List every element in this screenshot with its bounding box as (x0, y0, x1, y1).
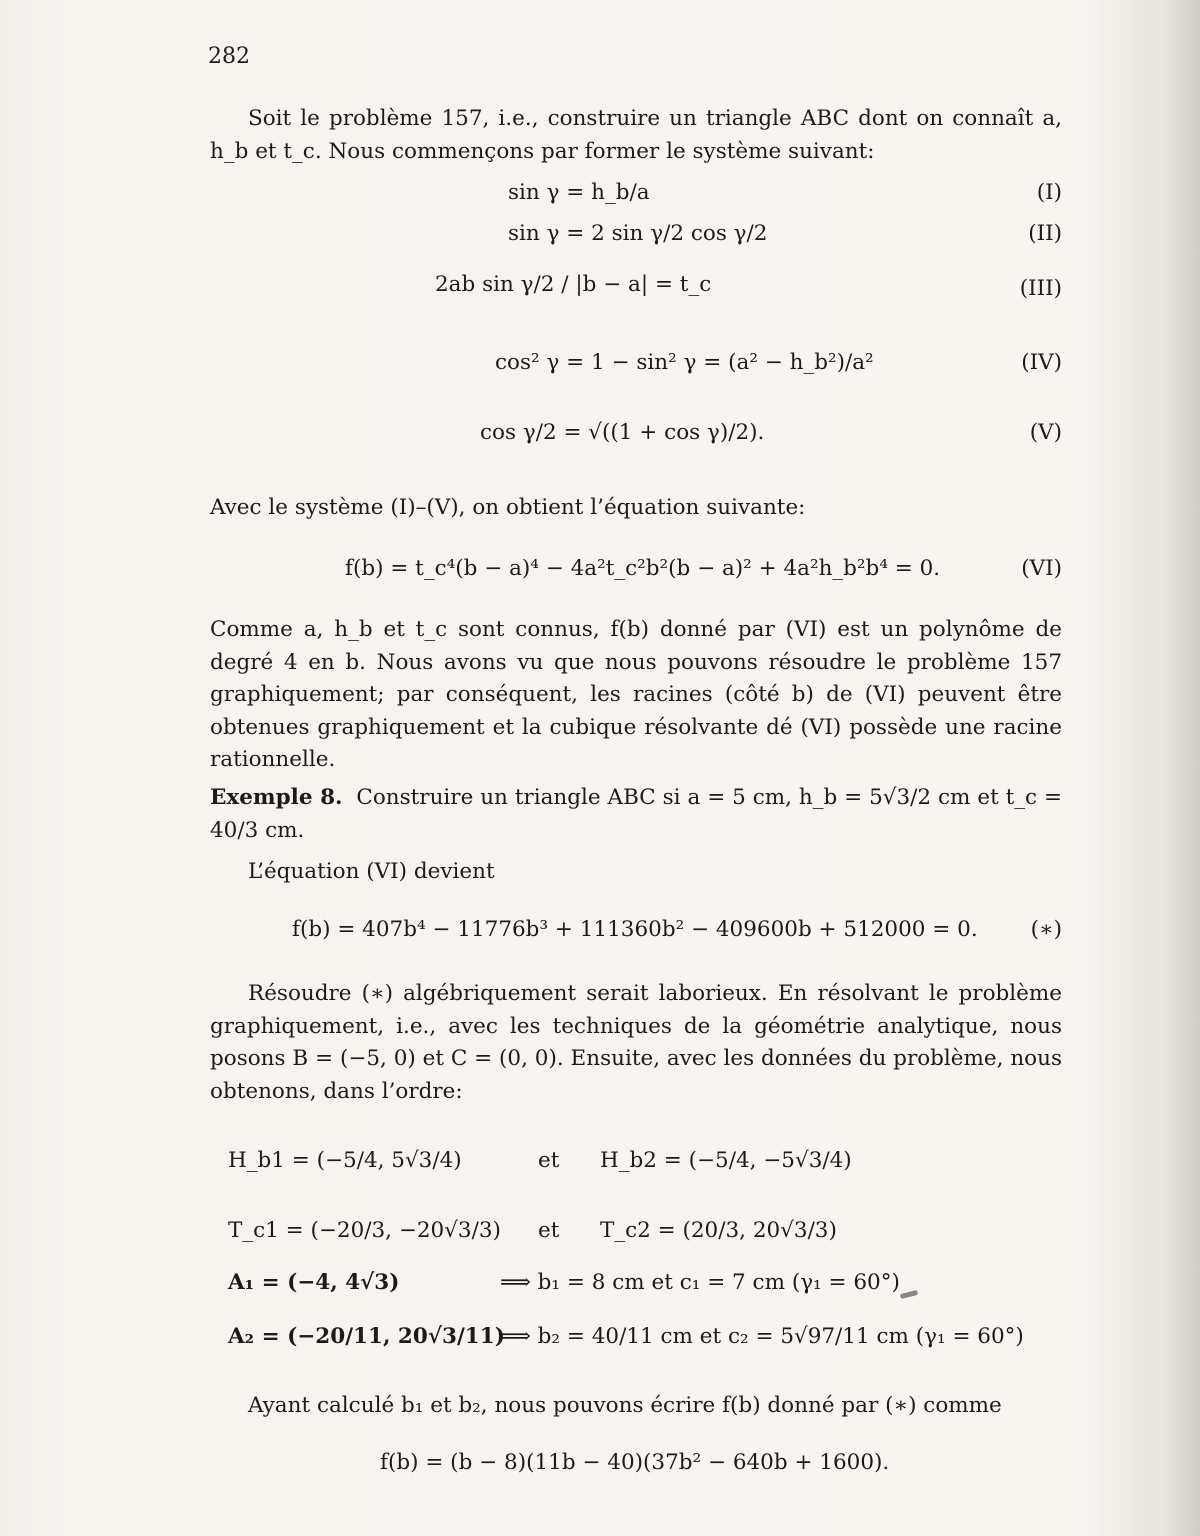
example-paragraph (210, 782, 1062, 847)
equation-III: 2ab sin γ/2 / |b − a| = t_c (435, 272, 712, 297)
method-paragraph: Résoudre (∗) algébriquement serait laborieux. En résolvant le problème graphiquement, i.e., avec les techniques de la géométrie analytique, nous posons B = (−5, 0) et C = (0, 0). Ensuite, avec les données du problème, nous obtenons, dans l’ordre: (210, 981, 1062, 1104)
result-hb2: H_b2 = (−5/4, −5√3/4) (600, 1148, 852, 1173)
result-a1: A₁ = (−4, 4√3) (228, 1270, 400, 1295)
result-et-1: et (538, 1148, 560, 1173)
equation-IV: cos² γ = 1 − sin² γ = (a² − h_b²)/a² (495, 350, 874, 375)
scan-mark (900, 1290, 919, 1299)
equation-tag-VI: (VI) (1021, 556, 1062, 581)
result-a2-consequence: ⟹ b₂ = 40/11 cm et c₂ = 5√97/11 cm (γ₁ = 60°) (500, 1324, 1024, 1349)
equation-II: sin γ = 2 sin γ/2 cos γ/2 (508, 221, 768, 246)
result-a2: A₂ = (−20/11, 20√3/11) (228, 1324, 505, 1349)
intro-paragraph: Soit le problème 157, i.e., construire un triangle ABC dont on connaît a, h_b et t_c. Nous commençons par former le système suivant: (210, 106, 1062, 164)
equation-tag-IV: (IV) (1021, 350, 1062, 375)
polynomial-paragraph: Comme a, h_b et t_c sont connus, f(b) donné par (VI) est un polynôme de degré 4 en b. Nous avons vu que nous pouvons résoudre le problème 157 graphiquement; par conséquent, les racines (côté b) de (VI) peuvent être obtenues graphiquement et la cubique résolvante dé (VI) possède une racine rationnelle. (210, 617, 1062, 772)
equation-tag-I: (I) (1036, 180, 1062, 205)
equation-I: sin γ = h_b/a (508, 180, 650, 205)
example-text: Construire un triangle ABC si a = 5 cm, h_b = 5√3/2 cm et t_c = 40/3 cm. (210, 785, 1062, 843)
equation-intro-paragraph: L’équation (VI) devient (248, 859, 495, 884)
factorization-paragraph: Ayant calculé b₁ et b₂, nous pouvons écrire f(b) donné par (∗) comme (248, 1393, 1002, 1418)
result-a1-consequence: ⟹ b₁ = 8 cm et c₁ = 7 cm (γ₁ = 60°) (500, 1270, 900, 1295)
result-tc2: T_c2 = (20/3, 20√3/3) (600, 1218, 837, 1243)
equation-VI: f(b) = t_c⁴(b − a)⁴ − 4a²t_c²b²(b − a)² + 4a²h_b²b⁴ = 0. (345, 556, 941, 581)
page-number: 282 (208, 44, 250, 69)
result-hb1: H_b1 = (−5/4, 5√3/4) (228, 1148, 462, 1173)
equation-V: cos γ/2 = √((1 + cos γ)/2). (480, 420, 765, 445)
equation-final: f(b) = (b − 8)(11b − 40)(37b² − 640b + 1600). (380, 1450, 890, 1475)
equation-tag-II: (II) (1028, 221, 1062, 246)
equation-star: f(b) = 407b⁴ − 11776b³ + 111360b² − 409600b + 512000 = 0. (292, 917, 978, 942)
equation-tag-III: (III) (1019, 276, 1062, 301)
equation-tag-star: (∗) (1030, 917, 1062, 942)
result-et-2: et (538, 1218, 560, 1243)
equation-tag-V: (V) (1029, 420, 1062, 445)
system-result-paragraph: Avec le système (I)–(V), on obtient l’équation suivante: (210, 495, 806, 520)
result-tc1: T_c1 = (−20/3, −20√3/3) (228, 1218, 501, 1243)
example-label: Exemple 8. (210, 785, 343, 810)
